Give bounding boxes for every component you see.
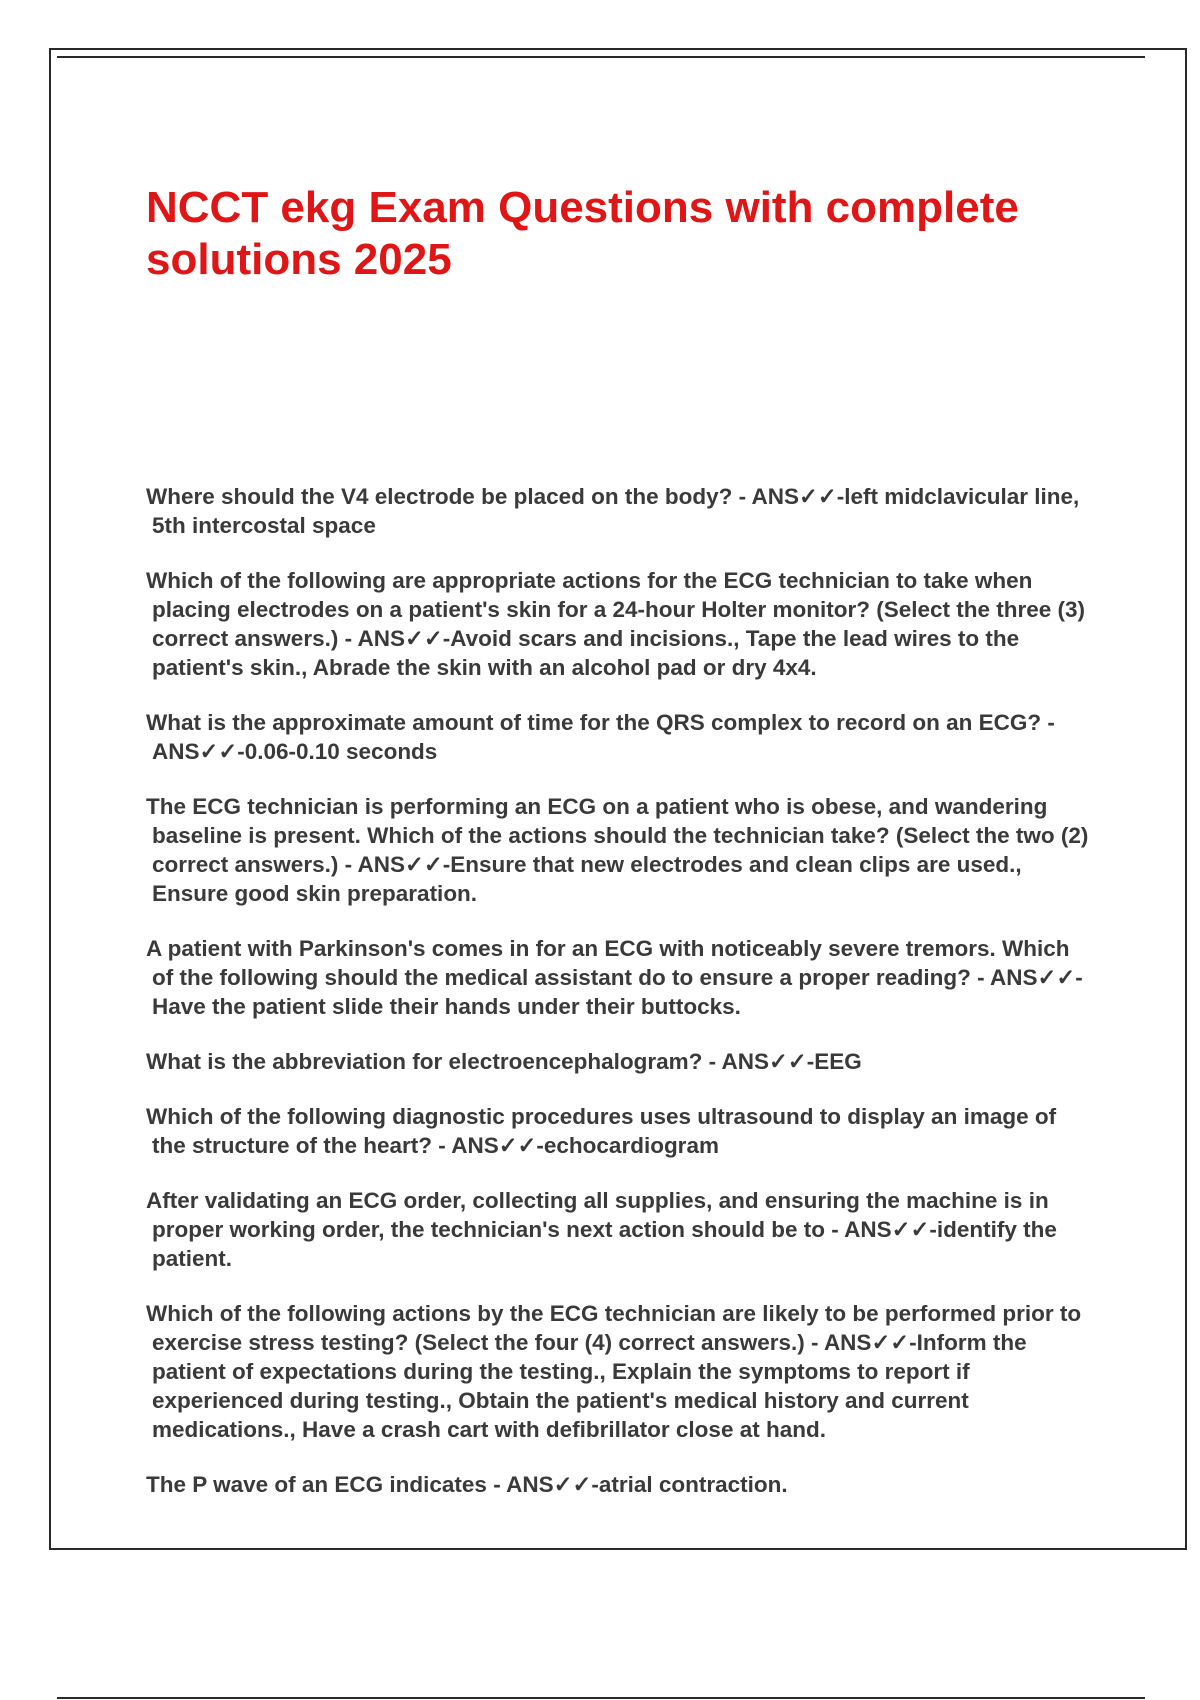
question-text: Which of the following are appropriate actions for the ECG technician to take when placing electrodes on a patient's skin for a 24-hour Holter monitor? (Select the three (3) correct answers.) bbox=[146, 568, 1086, 651]
answer-marker: ANS✓✓- bbox=[506, 1472, 599, 1497]
qa-item-5: A patient with Parkinson's comes in for an ECG with noticeably severe tremors. Which of the following should the medical assistant do to ensure a proper reading? - ANS✓✓-Have the patient slide their hands under their buttocks. bbox=[146, 936, 1083, 1019]
qa-item-10: The P wave of an ECG indicates - ANS✓✓-atrial contraction. bbox=[146, 1472, 788, 1497]
answer-marker: ANS✓✓- bbox=[451, 1133, 544, 1158]
answer-text: EEG bbox=[814, 1049, 862, 1074]
answer-marker: ANS✓✓- bbox=[990, 965, 1083, 990]
answer-text: 0.06-0.10 seconds bbox=[244, 739, 438, 764]
question-text: The P wave of an ECG indicates bbox=[146, 1472, 487, 1497]
question-text: Where should the V4 electrode be placed on the body? bbox=[146, 484, 733, 509]
qa-item-2: Which of the following are appropriate actions for the ECG technician to take when placing electrodes on a patient's skin for a 24-hour Holter monitor? (Select the three (3) correct answers.) - ANS✓✓-Avoid scars and incisions., Tape the lead wires to the patient's skin., Abrade the skin with an alcohol pad or dry 4x4. bbox=[146, 568, 1086, 680]
answer-text: Inform the patient of expectations during the testing., Explain the symptoms to report if experienced during testing., Obtain the patient's medical history and current medications., Have a crash cart with defibrillator close at hand. bbox=[152, 1330, 1027, 1442]
question-text: The ECG technician is performing an ECG on a patient who is obese, and wandering baseline is present. Which of the actions should the technician take? (Select the two (2) correct answers.) bbox=[146, 794, 1089, 877]
bottom-rule bbox=[57, 1697, 1145, 1699]
qa-item-6: What is the abbreviation for electroencephalogram? - ANS✓✓-EEG bbox=[146, 1049, 862, 1074]
question-text: What is the approximate amount of time for the QRS complex to record on an ECG? bbox=[146, 710, 1042, 735]
question-text: After validating an ECG order, collecting all supplies, and ensuring the machine is in proper working order, the technician's next action should be to bbox=[146, 1188, 1049, 1242]
qa-list bbox=[146, 482, 1096, 1525]
question-text: Which of the following diagnostic procedures uses ultrasound to display an image of the structure of the heart? bbox=[146, 1104, 1057, 1158]
qa-item-3: What is the approximate amount of time for the QRS complex to record on an ECG? - ANS✓✓-0.06-0.10 seconds bbox=[146, 710, 1055, 764]
answer-text: identify the patient. bbox=[152, 1217, 1057, 1271]
qa-item-7: Which of the following diagnostic procedures uses ultrasound to display an image of the structure of the heart? - ANS✓✓-echocardiogram bbox=[146, 1104, 1057, 1158]
answer-marker: ANS✓✓- bbox=[357, 626, 451, 651]
answer-marker: ANS✓✓- bbox=[844, 1217, 937, 1242]
answer-text: Have the patient slide their hands under their buttocks. bbox=[152, 994, 741, 1019]
answer-text: Avoid scars and incisions., Tape the lead wires to the patient's skin., Abrade the skin with an alcohol pad or dry 4x4. bbox=[152, 626, 1020, 680]
answer-marker: ANS✓✓- bbox=[823, 1330, 917, 1355]
qa-item-1: Where should the V4 electrode be placed on the body? - ANS✓✓-left midclavicular line, 5th intercostal space bbox=[146, 484, 1080, 538]
answer-marker: ANS✓✓- bbox=[152, 739, 245, 764]
answer-text: echocardiogram bbox=[543, 1133, 719, 1158]
answer-text: Ensure that new electrodes and clean clips are used., Ensure good skin preparation. bbox=[152, 852, 1022, 906]
question-text: What is the abbreviation for electroencephalogram? bbox=[146, 1049, 703, 1074]
answer-text: left midclavicular line, 5th intercostal space bbox=[152, 484, 1080, 538]
qa-item-4: The ECG technician is performing an ECG on a patient who is obese, and wandering baseline is present. Which of the actions should the technician take? (Select the two (2) correct answers.) - ANS✓✓-Ensure that new electrodes and clean clips are used., Ensure good skin preparation. bbox=[146, 794, 1089, 906]
question-text: A patient with Parkinson's comes in for an ECG with noticeably severe tremors. Which of the following should the medical assistant do to ensure a proper reading? bbox=[146, 936, 1070, 990]
qa-item-8: After validating an ECG order, collecting all supplies, and ensuring the machine is in proper working order, the technician's next action should be to - ANS✓✓-identify the patient. bbox=[146, 1188, 1057, 1271]
answer-marker: ANS✓✓- bbox=[357, 852, 451, 877]
document-title: NCCT ekg Exam Questions with complete solutions 2025 bbox=[146, 183, 1019, 284]
qa-item-9: Which of the following actions by the ECG technician are likely to be performed prior to exercise stress testing? (Select the four (4) correct answers.) - ANS✓✓-Inform the patient of expectations during the testing., Explain the symptoms to report if experienced during testing., Obtain the patient's medical history and current medications., Have a crash cart with defibrillator close at hand. bbox=[146, 1301, 1082, 1442]
answer-marker: ANS✓✓- bbox=[751, 484, 845, 509]
top-rule bbox=[57, 56, 1145, 58]
answer-text: atrial contraction. bbox=[598, 1472, 788, 1497]
answer-marker: ANS✓✓- bbox=[721, 1049, 815, 1074]
question-text: Which of the following actions by the ECG technician are likely to be performed prior to exercise stress testing? (Select the four (4) correct answers.) bbox=[146, 1301, 1082, 1355]
